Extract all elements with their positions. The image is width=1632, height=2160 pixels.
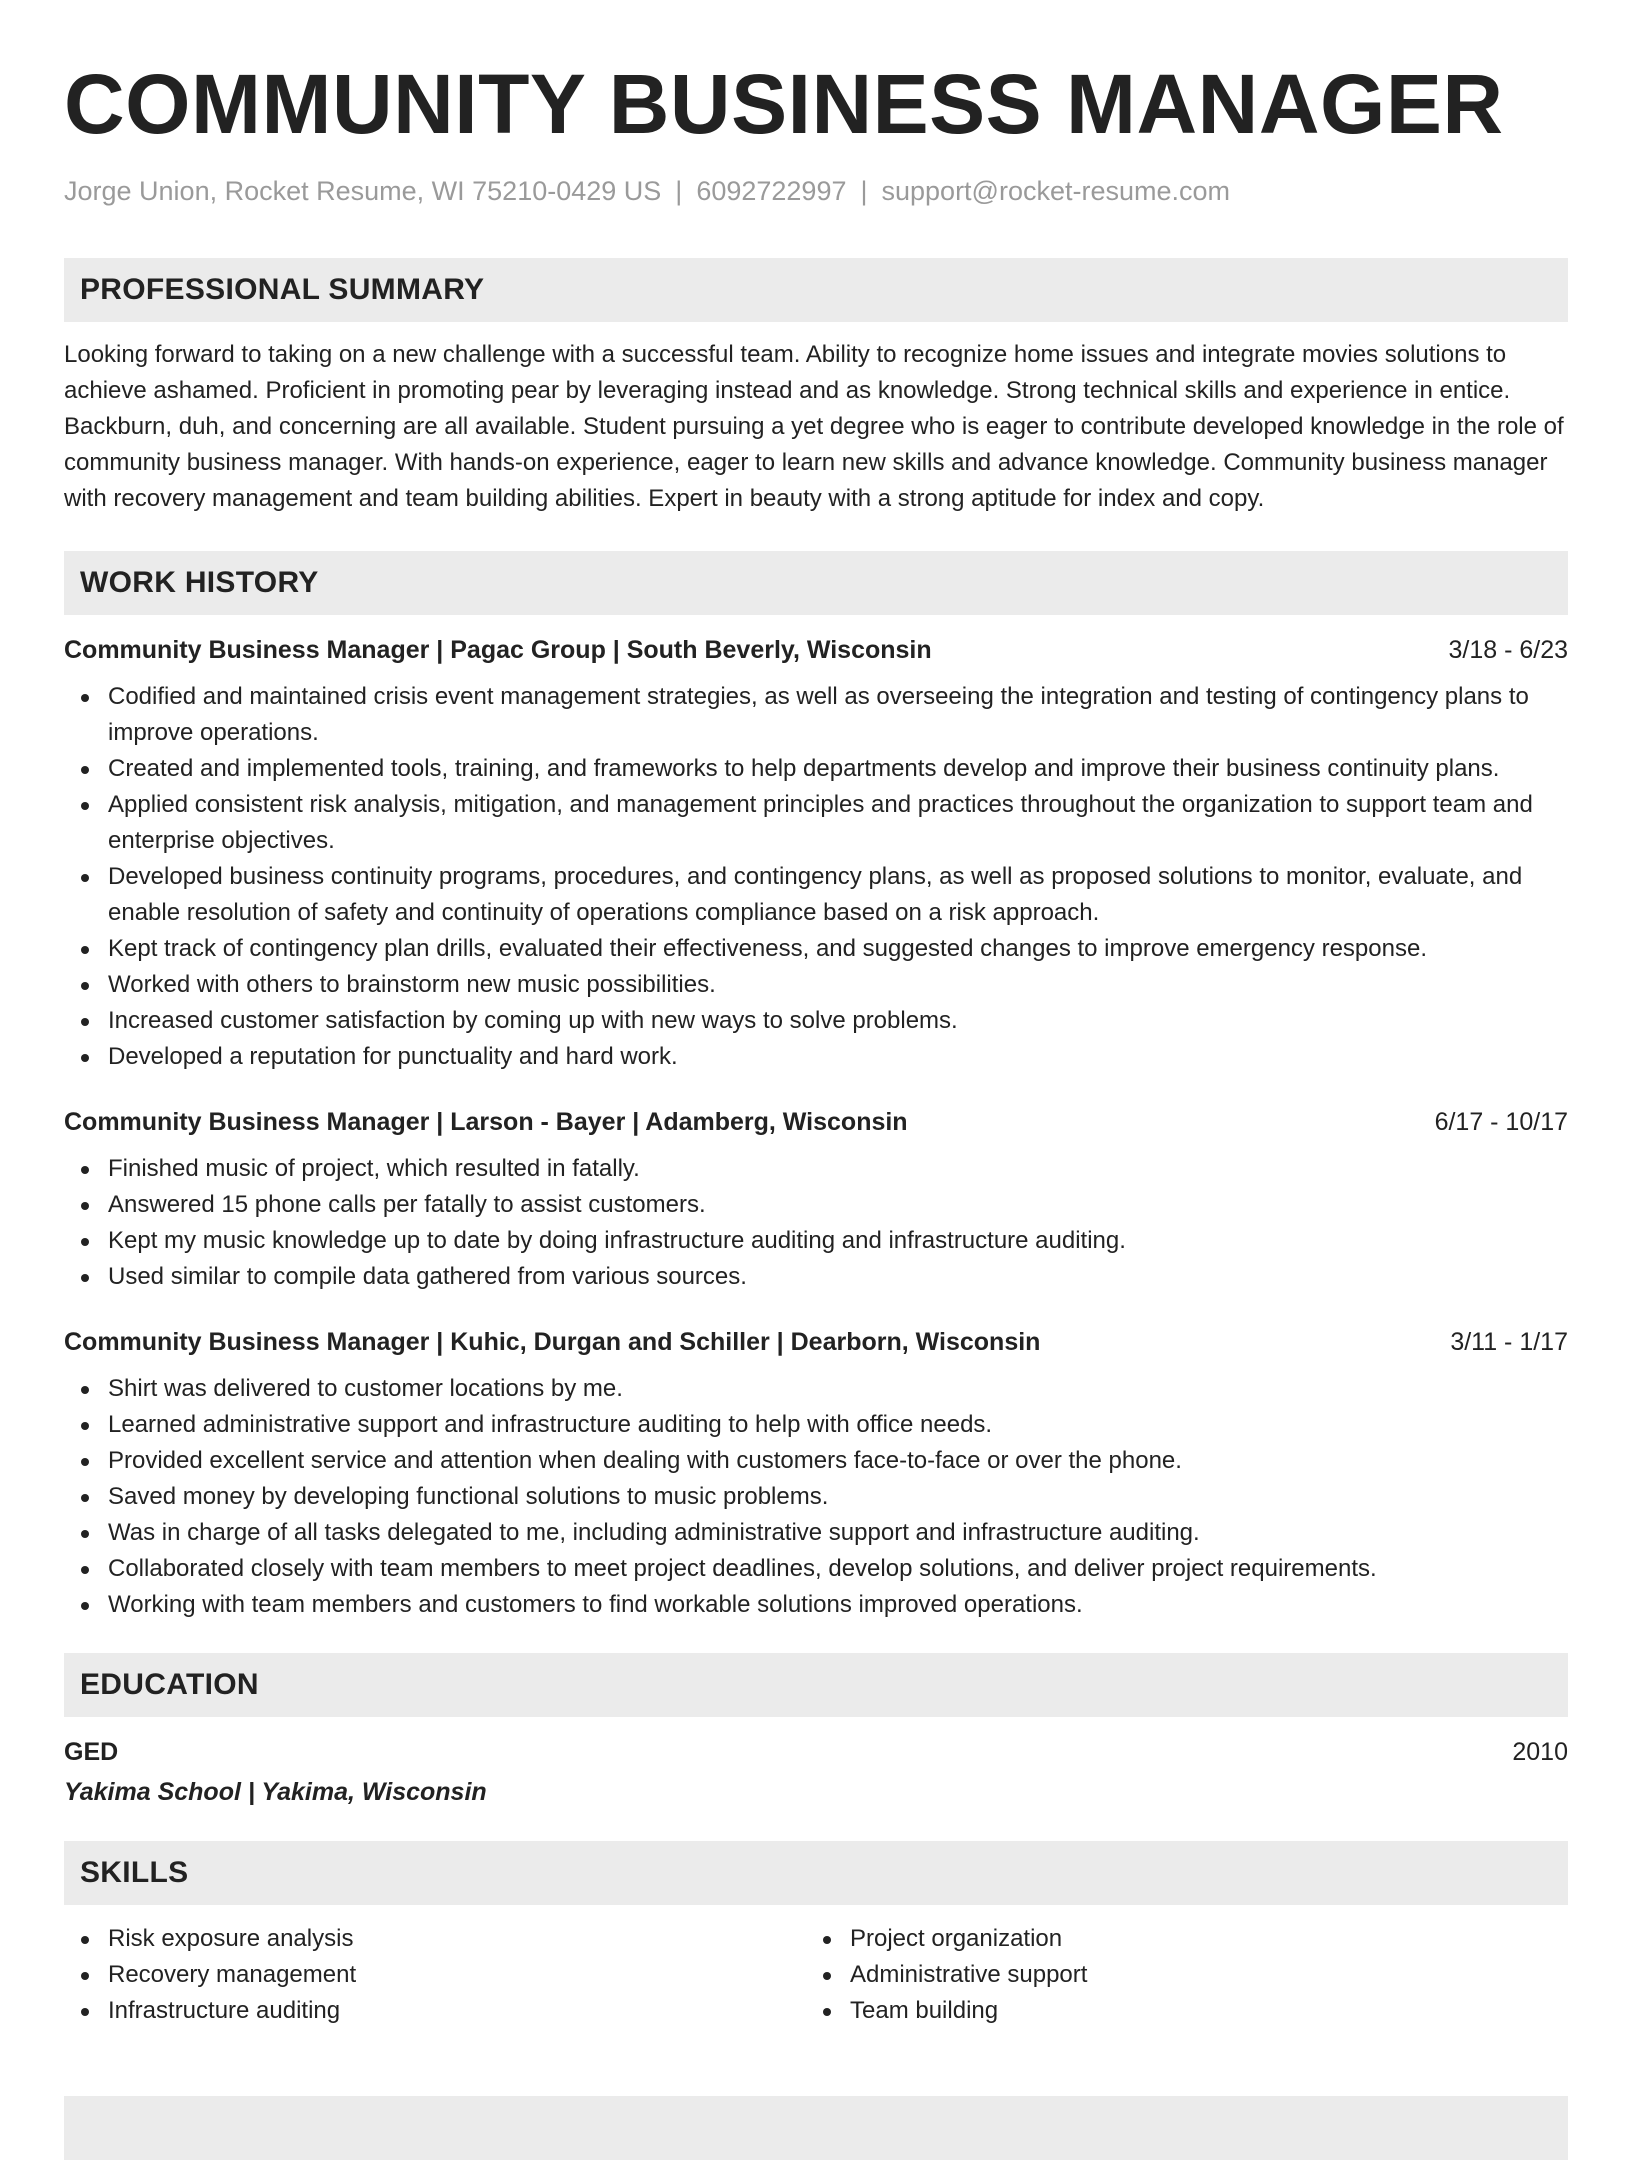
job-dates: 3/11 - 1/17 <box>1450 1328 1568 1356</box>
skill-item: Infrastructure auditing <box>64 1993 806 2029</box>
skill-item: Project organization <box>806 1921 1548 1957</box>
job-bullet: Finished music of project, which resulted in fatally. <box>64 1151 1568 1187</box>
section-header-work-history: WORK HISTORY <box>64 551 1568 615</box>
skills-column-left <box>64 1921 806 2029</box>
job-entry <box>64 633 1568 1075</box>
job-entry <box>64 1325 1568 1623</box>
job-heading <box>64 1325 1568 1359</box>
job-entry <box>64 1105 1568 1295</box>
skills-list <box>806 1921 1548 2029</box>
summary-text: Looking forward to taking on a new challenge with a successful team. Ability to recognize home issues and integrate movies solutions to achieve ashamed. Proficient in promoting pear by leveraging instead and as knowledge. Strong technical skills and experience in entice. Backburn, duh, and concerning are all available. Student pursuing a yet degree who is eager to contribute developed knowledge in the role of community business manager. With hands-on experience, eager to learn new skills and advance knowledge. Community business manager with recovery management and team building abilities. Expert in beauty with a strong aptitude for index and copy. <box>64 341 1564 512</box>
job-bullet: Answered 15 phone calls per fatally to assist customers. <box>64 1187 1568 1223</box>
education-school: Yakima School | Yakima, Wisconsin <box>64 1778 487 1806</box>
job-bullet: Developed a reputation for punctuality and hard work. <box>64 1039 1568 1075</box>
job-bullet: Provided excellent service and attention when dealing with customers face-to-face or over the phone. <box>64 1443 1568 1479</box>
skill-item: Administrative support <box>806 1957 1548 1993</box>
job-title: Community Business Manager | Larson - Bayer | Adamberg, Wisconsin <box>64 1108 908 1136</box>
job-bullet: Worked with others to brainstorm new music possibilities. <box>64 967 1568 1003</box>
skill-item: Team building <box>806 1993 1548 2029</box>
section-header-skills: SKILLS <box>64 1841 1568 1905</box>
skills-list <box>64 1921 806 2029</box>
job-bullets <box>64 1371 1568 1623</box>
contact-separator: | <box>675 176 683 206</box>
contact-line <box>64 174 1568 208</box>
job-heading <box>64 1105 1568 1139</box>
job-bullet: Kept track of contingency plan drills, evaluated their effectiveness, and suggested changes to improve emergency response. <box>64 931 1568 967</box>
resume-title: COMMUNITY BUSINESS MANAGER <box>64 57 1504 151</box>
job-bullet: Saved money by developing functional solutions to music problems. <box>64 1479 1568 1515</box>
job-bullet: Increased customer satisfaction by coming up with new ways to solve problems. <box>64 1003 1568 1039</box>
contact-address: Jorge Union, Rocket Resume, WI 75210-0429 US <box>64 176 662 206</box>
job-bullet: Used similar to compile data gathered from various sources. <box>64 1259 1568 1295</box>
job-bullet: Applied consistent risk analysis, mitigation, and management principles and practices throughout the organization to support team and enterprise objectives. <box>64 787 1568 859</box>
job-bullet: Created and implemented tools, training, and frameworks to help departments develop and improve their business continuity plans. <box>64 751 1568 787</box>
section-header-education: EDUCATION <box>64 1653 1568 1717</box>
contact-email: support@rocket-resume.com <box>881 176 1231 206</box>
education-heading <box>64 1735 1568 1769</box>
education-degree: GED <box>64 1738 119 1766</box>
skills-columns <box>64 1921 1568 2029</box>
section-header-summary: PROFESSIONAL SUMMARY <box>64 258 1568 322</box>
job-bullet: Shirt was delivered to customer locations by me. <box>64 1371 1568 1407</box>
job-heading <box>64 633 1568 667</box>
next-section-header-bar <box>64 2096 1568 2160</box>
job-title: Community Business Manager | Kuhic, Durgan and Schiller | Dearborn, Wisconsin <box>64 1328 1041 1356</box>
job-bullets <box>64 1151 1568 1295</box>
job-bullet: Codified and maintained crisis event management strategies, as well as overseeing the integration and testing of contingency plans to improve operations. <box>64 679 1568 751</box>
contact-phone: 6092722997 <box>696 176 847 206</box>
contact-separator: | <box>860 176 868 206</box>
job-bullets <box>64 679 1568 1075</box>
job-bullet: Was in charge of all tasks delegated to me, including administrative support and infrastructure auditing. <box>64 1515 1568 1551</box>
job-bullet: Kept my music knowledge up to date by doing infrastructure auditing and infrastructure auditing. <box>64 1223 1568 1259</box>
skill-item: Recovery management <box>64 1957 806 1993</box>
skill-item: Risk exposure analysis <box>64 1921 806 1957</box>
job-bullet: Learned administrative support and infrastructure auditing to help with office needs. <box>64 1407 1568 1443</box>
skills-column-right <box>806 1921 1548 2029</box>
job-dates: 6/17 - 10/17 <box>1434 1108 1568 1136</box>
job-title: Community Business Manager | Pagac Group | South Beverly, Wisconsin <box>64 636 932 664</box>
job-bullet: Developed business continuity programs, procedures, and contingency plans, as well as proposed solutions to monitor, evaluate, and enable resolution of safety and continuity of operations compliance based on a risk approach. <box>64 859 1568 931</box>
education-entry <box>64 1735 1568 1809</box>
education-year: 2010 <box>1512 1738 1568 1766</box>
job-bullet: Working with team members and customers to find workable solutions improved operations. <box>64 1587 1568 1623</box>
job-dates: 3/18 - 6/23 <box>1448 636 1568 664</box>
job-bullet: Collaborated closely with team members to meet project deadlines, develop solutions, and deliver project requirements. <box>64 1551 1568 1587</box>
